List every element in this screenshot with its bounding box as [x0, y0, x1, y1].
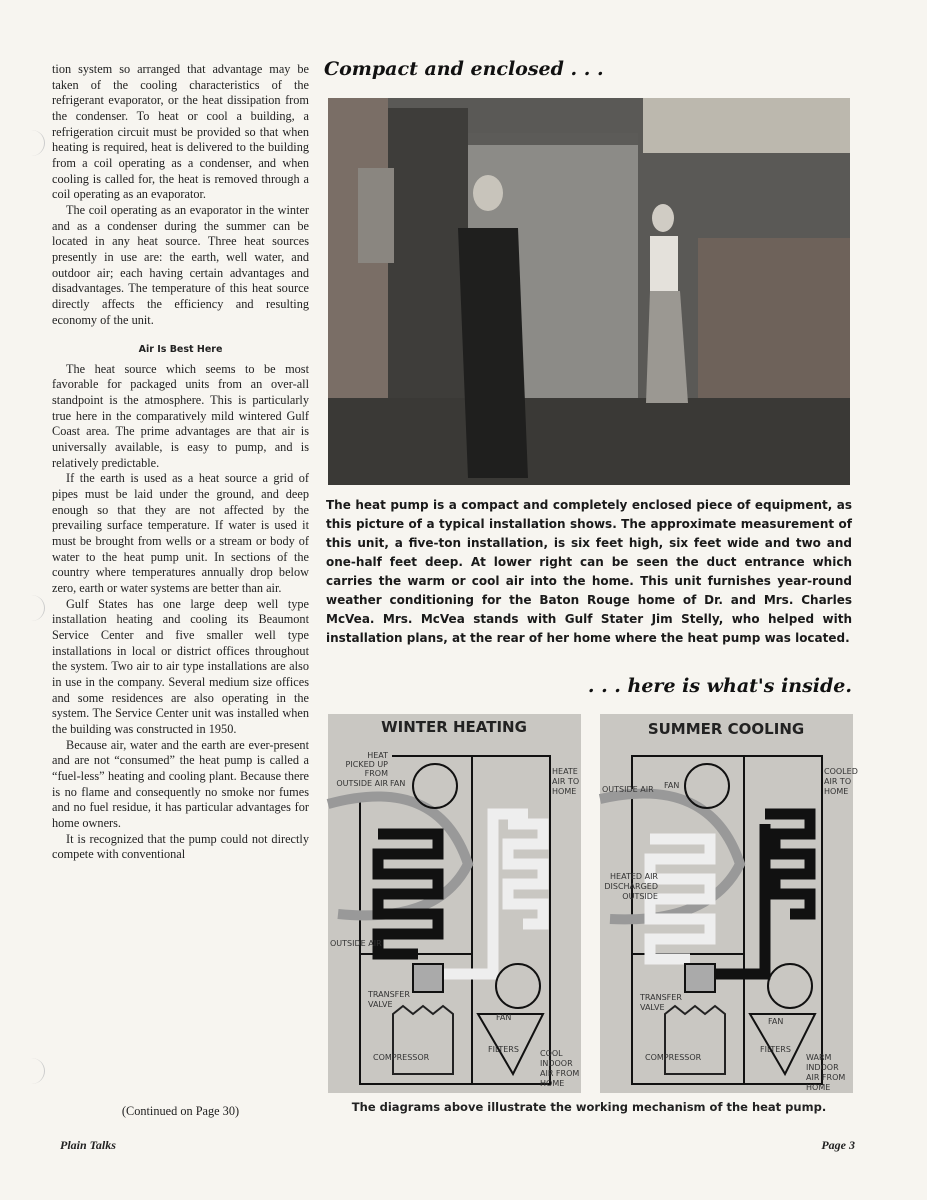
- page-number: Page 3: [821, 1138, 855, 1152]
- binder-hole: [18, 595, 45, 621]
- diagram-label: AIR FROM: [806, 1073, 846, 1082]
- diagram-label: COOLED: [824, 767, 858, 776]
- diagram-label: FAN: [768, 1017, 784, 1026]
- continued-note: (Continued on Page 30): [121, 1104, 240, 1118]
- heading-compact: Compact and enclosed . . .: [324, 58, 604, 80]
- diagram-label: FAN: [390, 779, 406, 788]
- photo-caption: The heat pump is a compact and completely enclosed piece of equipment, as this picture of a typical installation shows. The approximate measurement of this unit, a five-ton installation, is six feet high, six feet wide and two and one-half feet deep. At lower right can be seen the duct entrance which carries the warm or cool air into the home. This unit furnishes year-round weather conditioning for the Baton Rouge home of Dr. and Mrs. Charles McVea. Mrs. McVea stands with Gulf Stater Jim Stelly, who helped with installation plans, at the rear of her home where the heat pump was located.: [326, 498, 852, 645]
- publication-name: Plain Talks: [60, 1138, 116, 1152]
- diagram-label: HOME: [540, 1079, 565, 1088]
- diagram-label: COOL: [540, 1049, 563, 1058]
- heading-inside: . . . here is what's inside.: [587, 675, 852, 697]
- diagram-label: OUTSIDE AIR: [330, 939, 382, 948]
- diagram-label: OUTSIDE AIR: [336, 779, 388, 788]
- paragraph: It is recognized that the pump could not directly compete with conventional: [52, 831, 309, 862]
- paragraph: tion system so arranged that advantage may be taken of the cooling characteristics of the refrigerant evaporator, or the heat dissipation from the condenser. To heat or cool a building, a refrigeration circuit must be provided so that when heating is required, heat is delivered to the building from a coil operating as a condenser, and when cooling is called for, the heat is removed through a coil operating as an evaporator.: [52, 62, 309, 202]
- article-left-column: [52, 62, 309, 863]
- paragraph: The heat source which seems to be most favorable for packaged units from an over-all standpoint is the atmosphere. This is particularly true here in the comparatively mild wintered Gulf Coast area. The prime advantages are that air is universally available, is easy to pump, and is relatively predictable.: [52, 361, 309, 470]
- diagram-label: HOME: [552, 787, 577, 796]
- diagram-label: OUTSIDE: [622, 892, 658, 901]
- diagram-label: AIR FROM: [540, 1069, 580, 1078]
- diagram-label: FROM: [364, 769, 388, 778]
- diagram-label: FILTERS: [760, 1045, 791, 1054]
- paragraph: Gulf States has one large deep well type installation heating and cooling its Beaumont Service Center and five smaller well type installations in local or district offices throughout the system. Two air to air type installations are also in use in the company. Several medium size offices and some residences are also operating in the system. The Service Center unit was installed when the building was constructed in 1950.: [52, 596, 309, 736]
- diagram-label: HEATE: [552, 767, 578, 776]
- diagram-label: COMPRESSOR: [373, 1053, 430, 1062]
- diagram-label: DISCHARGED: [604, 882, 658, 891]
- binder-hole: [18, 1058, 45, 1084]
- diagram-winter-heating: [328, 714, 581, 1093]
- diagram-title: SUMMER COOLING: [647, 720, 805, 738]
- diagram-label: INDOOR: [806, 1063, 839, 1072]
- diagram-label: VALVE: [368, 1000, 393, 1009]
- diagram-label: FAN: [496, 1013, 512, 1022]
- diagram-label: PICKED UP: [345, 760, 388, 769]
- diagram-label: HOME: [824, 787, 849, 796]
- diagram-label: WARM: [806, 1053, 832, 1062]
- paragraph: If the earth is used as a heat source a grid of pipes must be laid under the ground, and deep enough so that they are not affected by the prevailing surface temperature. If water is used it must be brought from wells or a stream or body of water to the heat pump unit. In sections of the country where temperatures annually drop below zero, earth or water systems are better than air.: [52, 471, 309, 595]
- diagram-label: HEATED AIR: [610, 872, 658, 881]
- diagram-label: AIR TO: [824, 777, 852, 786]
- diagram-label: AIR TO: [552, 777, 580, 786]
- diagram-label: TRANSFER: [368, 990, 410, 999]
- diagram-label: OUTSIDE AIR: [602, 785, 654, 794]
- diagram-label: HEAT: [367, 751, 388, 760]
- installation-photo: [328, 98, 850, 485]
- diagram-label: HOME: [806, 1083, 831, 1092]
- diagram-title: WINTER HEATING: [381, 718, 527, 736]
- diagram-label: COMPRESSOR: [645, 1053, 702, 1062]
- diagram-caption: The diagrams above illustrate the working mechanism of the heat pump.: [351, 1100, 827, 1114]
- diagram-label: INDOOR: [540, 1059, 573, 1068]
- paragraph: The coil operating as an evaporator in the winter and as a condenser during the summer can be located in any heat source. Three heat sources presently in use are: the earth, well water, and outdoor air; each having certain advantages and disadvantages. The temperature of this heat source directly affects the efficiency and resulting economy of the unit.: [52, 202, 309, 327]
- binder-hole: [18, 130, 45, 156]
- diagram-label: VALVE: [640, 1003, 665, 1012]
- diagram-label: TRANSFER: [640, 993, 682, 1002]
- diagram-summer-cooling: [600, 714, 858, 1093]
- paragraph: Because air, water and the earth are ever-present and are not “consumed” the heat pump is called a “fuel-less” heating and cooling plant. Because there is no flame and consequently no smoke nor fumes and no fuel residue, it has particular advantages for home owners.: [52, 737, 309, 830]
- diagram-label: FAN: [664, 781, 680, 790]
- subheading: Air Is Best Here: [138, 344, 223, 356]
- diagram-label: FILTERS: [488, 1045, 519, 1054]
